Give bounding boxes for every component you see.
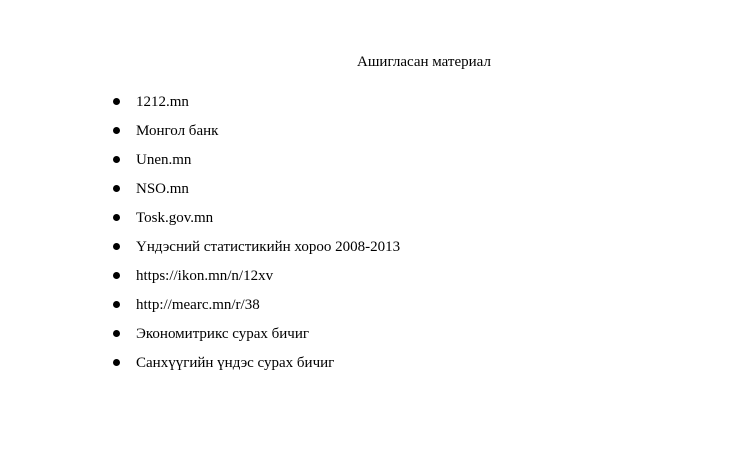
bullet-icon [113, 272, 120, 279]
page-title: Ашигласан материал [357, 54, 491, 70]
reference-text: Санхүүгийн үндэс сурах бичиг [136, 355, 335, 371]
bullet-icon [113, 98, 120, 105]
reference-text: NSO.mn [136, 181, 189, 197]
bullet-icon [113, 214, 120, 221]
reference-text: Unen.mn [136, 152, 192, 168]
bullet-icon [113, 156, 120, 163]
bullet-icon [113, 359, 120, 366]
reference-text: Монгол банк [136, 123, 219, 139]
bullet-icon [113, 301, 120, 308]
bullet-icon [113, 127, 120, 134]
reference-text: Tosk.gov.mn [136, 210, 214, 226]
reference-text: https://ikon.mn/n/12xv [136, 268, 274, 284]
bullet-icon [113, 330, 120, 337]
reference-text: Үндэсний статистикийн хороо 2008-2013 [136, 239, 401, 255]
bullet-icon [113, 243, 120, 250]
reference-text: http://mearc.mn/r/38 [136, 297, 260, 313]
bullet-icon [113, 185, 120, 192]
reference-text: Экономитрикс сурах бичиг [136, 326, 310, 342]
reference-text: 1212.mn [136, 94, 189, 110]
